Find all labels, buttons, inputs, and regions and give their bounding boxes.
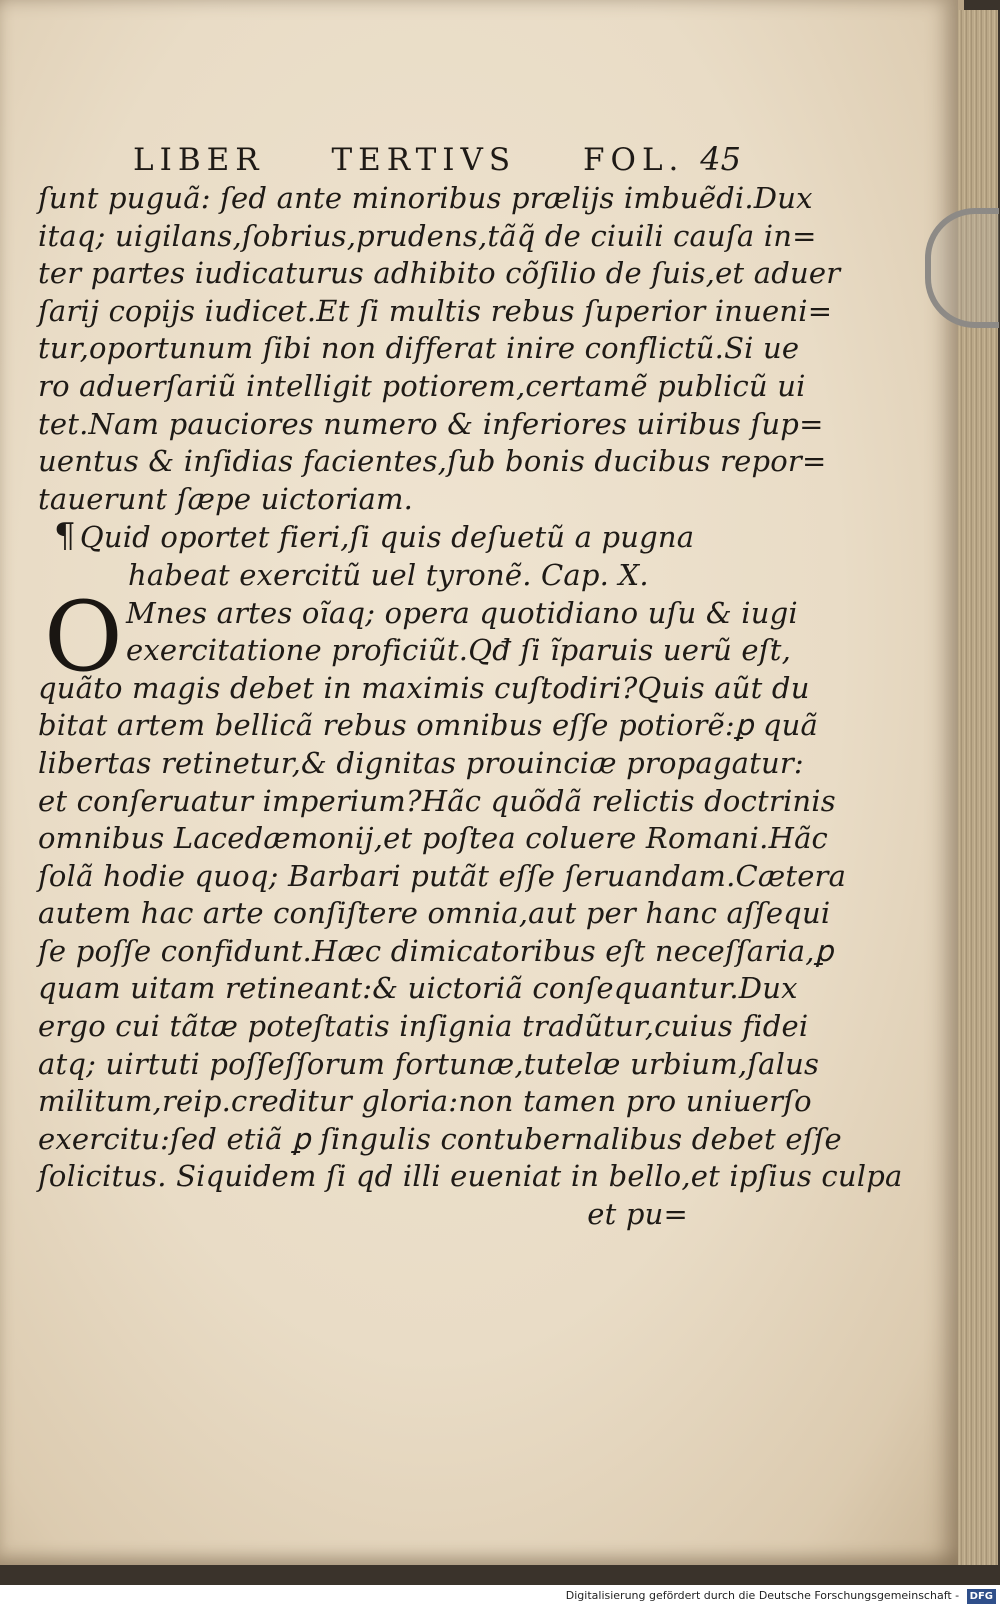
chapter-heading-line-1: ¶ Quid oportet fieri,ſi quis deſuetũ a pugna bbox=[96, 518, 728, 557]
digitization-footer bbox=[0, 1585, 1000, 1606]
header-tertius: TERTIVS bbox=[331, 142, 517, 178]
text-line: ſarij copijs iudicet.Et ſi multis rebus ſuperior inueni= bbox=[38, 293, 833, 328]
chapter-heading-line-2: habeat exercitũ uel tyronẽ. Cap. X. bbox=[128, 557, 649, 592]
chapter-body bbox=[38, 580, 903, 1234]
text-line: militum,reip.creditur gloria:non tamen pro uniuerſo bbox=[38, 1084, 812, 1119]
text-line: omnibus Lacedæmonij,et poſtea coluere Romani.Hãc bbox=[38, 821, 828, 856]
text-line: exercitu:ſed etiã ꝑ ſingulis contubernalibus debet eſſe bbox=[38, 1121, 842, 1156]
running-header bbox=[133, 140, 741, 180]
text-line: quãto magis debet in maximis cuſtodiri?Quis aũt du bbox=[38, 670, 810, 705]
text-line: et conſeruatur imperium?Hãc quõdã relictis doctrinis bbox=[38, 783, 836, 818]
catchword: et pu= bbox=[587, 1197, 688, 1232]
text-line: bitat artem bellicã rebus omnibus eſſe potiorẽ:ꝑ quã bbox=[38, 708, 819, 743]
text-line: itaq; uigilans,ſobrius,prudens,tãq̃ de ciuili cauſa in= bbox=[38, 218, 817, 253]
text-line: atq; uirtuti poſſeſſorum fortunæ,tutelæ urbium,ſalus bbox=[38, 1046, 820, 1081]
header-fol: FOL. bbox=[583, 142, 685, 178]
text-line: ſunt puguã: ſed ante minoribus prælijs imbuẽdi.Dux bbox=[38, 181, 813, 215]
text-line: ſe poſſe confidunt.Hæc dimicatoribus eſt neceſſaria,ꝑ bbox=[38, 933, 834, 968]
text-line: tet.Nam pauciores numero & inferiores uiribus ſup= bbox=[38, 406, 824, 441]
page-text bbox=[38, 140, 903, 1234]
folio-number: 45 bbox=[700, 140, 741, 178]
header-liber: LIBER bbox=[133, 142, 265, 178]
text-line: exercitatione proficiũt.Qđ ſi ĩparuis uerũ eſt, bbox=[126, 633, 792, 668]
header-folio bbox=[583, 140, 741, 178]
text-line: ergo cui tãtæ poteſtatis inſignia tradũtur,cuius fidei bbox=[38, 1009, 809, 1044]
text-line: tur,oportunum ſibi non differat inire conflictũ.Si ue bbox=[38, 331, 800, 366]
text-line: ſolã hodie quoq; Barbari putãt eſſe ſeruandam.Cætera bbox=[38, 858, 847, 893]
page-clip bbox=[925, 208, 999, 328]
text-line: libertas retinetur,& dignitas prouinciæ propagatur: bbox=[38, 745, 804, 780]
text-line: tauerunt ſæpe uictoriam. bbox=[38, 481, 414, 516]
drop-initial: O bbox=[44, 580, 123, 693]
dfg-logo: DFG bbox=[967, 1589, 996, 1604]
text-line: ter partes iudicaturus adhibito cõſilio de ſuis,et aduer bbox=[38, 256, 841, 291]
text-line: autem hac arte conſiſtere omnia,aut per hanc aſſequi bbox=[38, 896, 831, 931]
text-line: ro aduerſariũ intelligit potiorem,certamẽ publicũ ui bbox=[38, 368, 806, 403]
text-line: ſolicitus. Siquidem ſi qd illi eueniat in bello,et ipſius culpa bbox=[38, 1159, 903, 1194]
footer-credit: Digitalisierung gefördert durch die Deutsche Forschungsgemeinschaft - bbox=[565, 1589, 960, 1602]
text-line: Mnes artes oĩaq; opera quotidiano uſu & iugi bbox=[126, 595, 798, 630]
text-line: quam uitam retineant:& uictoriã conſequantur.Dux bbox=[38, 971, 798, 1006]
text-line: uentus & inſidias facientes,ſub bonis ducibus repor= bbox=[38, 444, 827, 479]
